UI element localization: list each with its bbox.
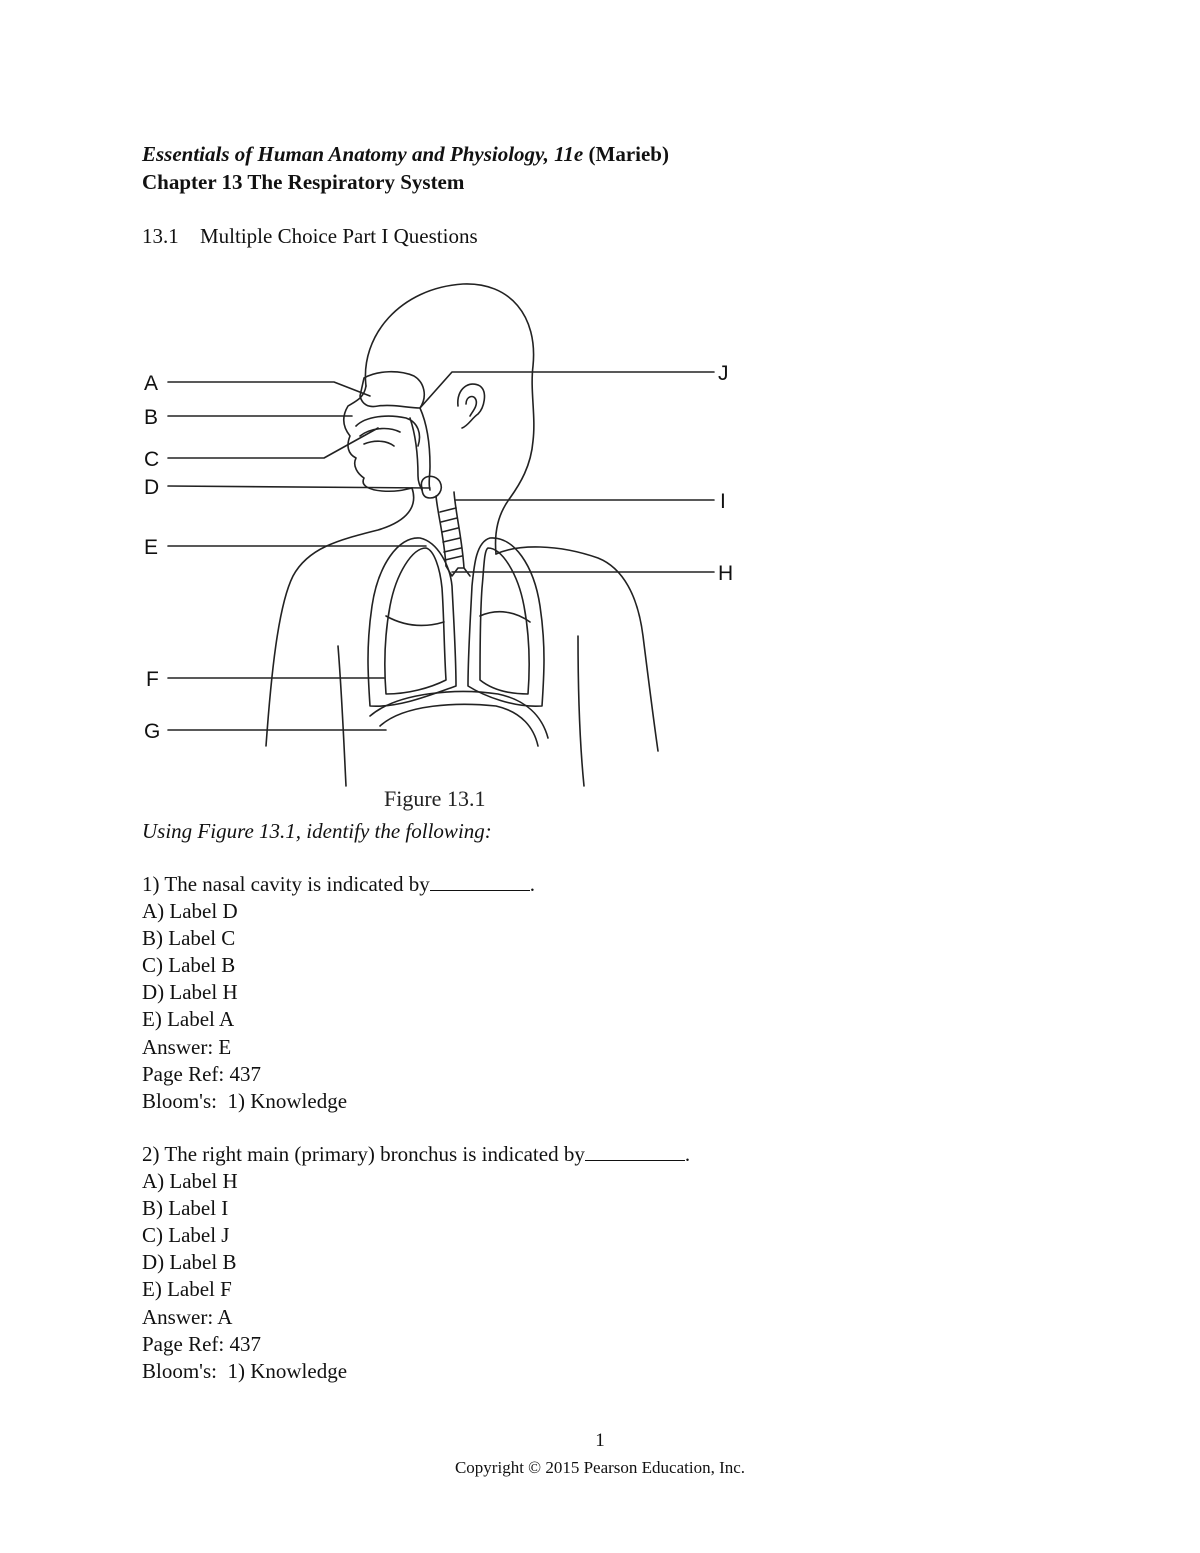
document-header xyxy=(142,140,669,196)
option-a: A) Label D xyxy=(142,899,238,924)
option-a: A) Label H xyxy=(142,1169,238,1194)
head-outline xyxy=(365,284,533,554)
book-title: Essentials of Human Anatomy and Physiology, 11e xyxy=(142,142,584,166)
label-i: I xyxy=(720,490,726,513)
respiratory-figure xyxy=(138,276,758,816)
chapter-title: Chapter 13 The Respiratory System xyxy=(142,170,465,194)
blooms-level: Bloom's: 1) Knowledge xyxy=(142,1358,348,1383)
label-d: D xyxy=(144,476,160,499)
label-g: G xyxy=(144,720,161,743)
section-title: Multiple Choice Part I Questions xyxy=(200,224,478,248)
neck-shoulder-left xyxy=(266,488,414,746)
label-j: J xyxy=(718,362,729,385)
title-line xyxy=(142,140,669,168)
respiratory-diagram xyxy=(138,276,758,816)
label-f: F xyxy=(146,668,159,691)
option-d: D) Label H xyxy=(142,980,238,1005)
oral-cavity xyxy=(356,416,420,446)
stem-end: . xyxy=(529,872,535,896)
answer-blank xyxy=(430,872,530,891)
answer: Answer: A xyxy=(142,1304,233,1329)
section-heading xyxy=(142,222,478,250)
copyright-notice: Copyright © 2015 Pearson Education, Inc. xyxy=(454,1458,746,1477)
question-2 xyxy=(142,1141,690,1385)
page-number: 1 xyxy=(595,1430,605,1451)
question-stem xyxy=(142,1141,690,1168)
right-lung xyxy=(468,538,544,706)
neck-shoulder-right xyxy=(496,547,658,751)
label-a: A xyxy=(144,372,159,395)
blooms-level: Bloom's: 1) Knowledge xyxy=(142,1088,348,1113)
page-ref: Page Ref: 437 xyxy=(142,1331,261,1356)
leader-d xyxy=(168,486,430,488)
question-stem xyxy=(142,871,535,898)
leader-c xyxy=(168,428,378,458)
option-c: C) Label J xyxy=(142,1223,230,1248)
label-h: H xyxy=(718,562,734,585)
question-stem-text: 1) The nasal cavity is indicated by xyxy=(142,872,430,896)
option-e: E) Label F xyxy=(142,1277,232,1302)
label-c: C xyxy=(144,448,160,471)
option-e: E) Label A xyxy=(142,1007,235,1032)
label-e: E xyxy=(144,536,159,559)
answer-blank xyxy=(585,1142,685,1161)
instructions: Using Figure 13.1, identify the following: xyxy=(142,819,492,843)
section-number: 13.1 xyxy=(142,224,179,248)
book-author: (Marieb) xyxy=(588,142,669,166)
question-stem-text: 2) The right main (primary) bronchus is indicated by xyxy=(142,1142,585,1166)
nasal-cavity xyxy=(360,372,424,408)
option-b: B) Label I xyxy=(142,1196,229,1221)
answer: Answer: E xyxy=(142,1034,232,1059)
question-1 xyxy=(142,871,535,1115)
leader-j xyxy=(420,372,714,408)
option-b: B) Label C xyxy=(142,926,236,951)
page-ref: Page Ref: 437 xyxy=(142,1061,261,1086)
leader-a xyxy=(168,382,370,396)
label-b: B xyxy=(144,406,159,429)
face-profile xyxy=(344,386,412,491)
option-d: D) Label B xyxy=(142,1250,237,1275)
ear xyxy=(458,384,485,428)
figure-caption: Figure 13.1 xyxy=(384,786,486,811)
stem-end: . xyxy=(684,1142,691,1166)
option-c: C) Label B xyxy=(142,953,236,978)
